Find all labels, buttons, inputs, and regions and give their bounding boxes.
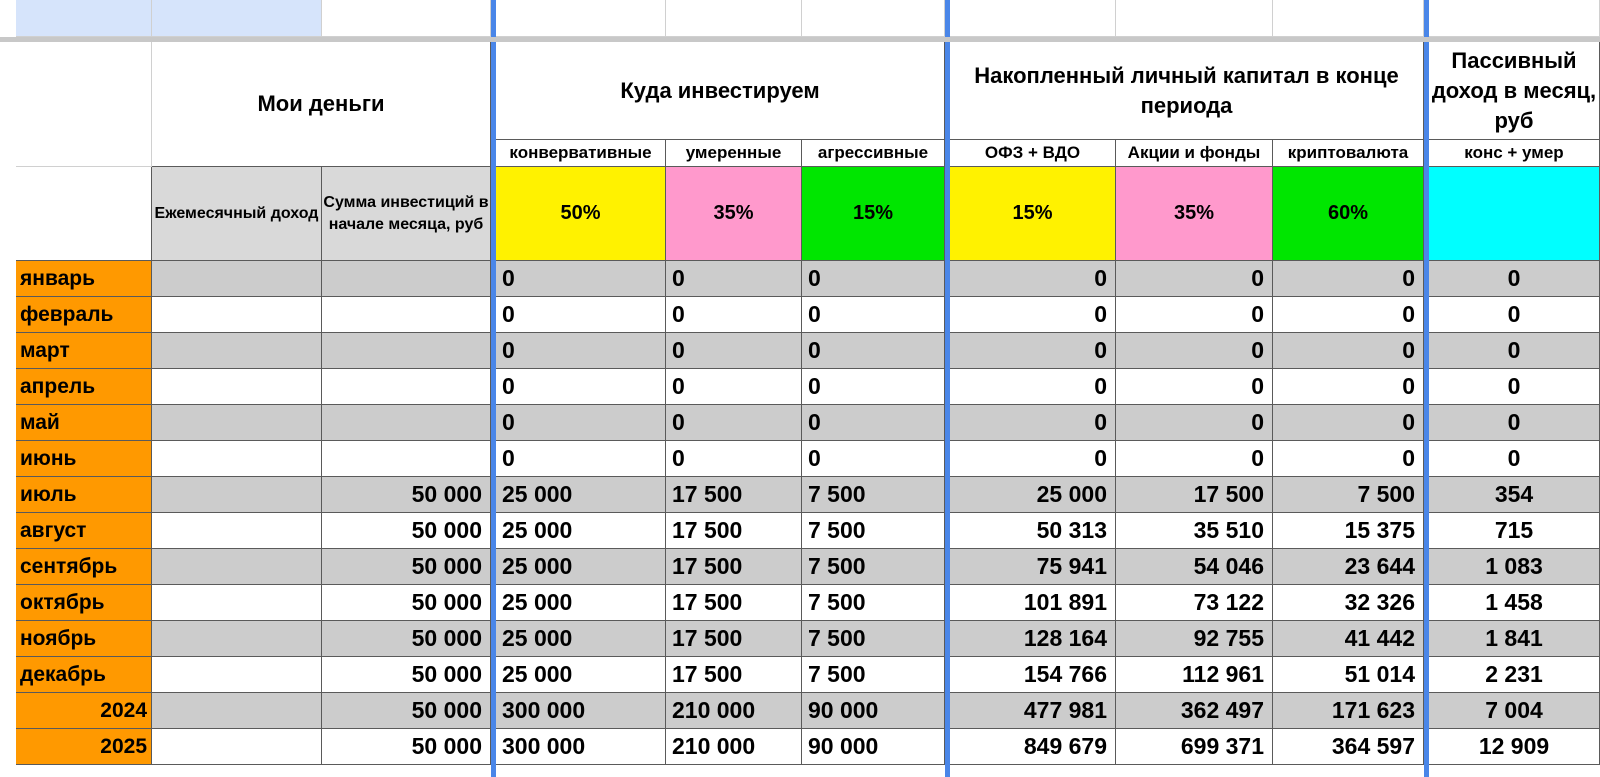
cell-conservative[interactable]: 0 (496, 261, 666, 297)
cell-moderate[interactable]: 17 500 (666, 477, 802, 513)
cell-passive[interactable]: 0 (1429, 405, 1600, 441)
frozen-top-strip (0, 0, 1600, 37)
cell-investment-sum[interactable] (322, 297, 491, 333)
header-passive-income[interactable]: Пассивный доход в месяц, руб (1429, 42, 1600, 140)
cell-monthly-income[interactable] (152, 441, 322, 477)
cell-stocks[interactable]: 0 (1116, 261, 1273, 297)
cell-monthly-income[interactable] (152, 657, 322, 693)
column-separator (945, 42, 950, 777)
column-separator (945, 0, 950, 37)
cell-ofz[interactable]: 101 891 (950, 585, 1116, 621)
cell-conservative[interactable]: 0 (496, 369, 666, 405)
row-label[interactable]: июнь (16, 441, 152, 477)
spreadsheet-grid (0, 42, 1600, 777)
cell-moderate[interactable]: 17 500 (666, 585, 802, 621)
cell-moderate[interactable]: 210 000 (666, 693, 802, 729)
top-cell[interactable] (1273, 0, 1424, 37)
cell-aggressive[interactable]: 0 (802, 405, 945, 441)
cell-passive[interactable]: 2 231 (1429, 657, 1600, 693)
cell-passive[interactable]: 715 (1429, 513, 1600, 549)
cell-aggressive[interactable]: 0 (802, 441, 945, 477)
cell-stocks[interactable]: 112 961 (1116, 657, 1273, 693)
top-cell[interactable] (802, 0, 945, 37)
cell-stocks[interactable]: 73 122 (1116, 585, 1273, 621)
row-label[interactable]: февраль (16, 297, 152, 333)
cell-stocks[interactable]: 54 046 (1116, 549, 1273, 585)
cell-stocks[interactable]: 17 500 (1116, 477, 1273, 513)
cell-conservative[interactable]: 0 (496, 405, 666, 441)
cell-monthly-income[interactable] (152, 621, 322, 657)
cell-passive[interactable]: 0 (1429, 261, 1600, 297)
cell-conservative[interactable]: 25 000 (496, 585, 666, 621)
cell-ofz[interactable]: 75 941 (950, 549, 1116, 585)
cell-conservative[interactable]: 0 (496, 333, 666, 369)
cell-aggressive[interactable]: 7 500 (802, 657, 945, 693)
column-separator (1424, 0, 1429, 37)
cell-crypto[interactable]: 15 375 (1273, 513, 1424, 549)
cell-passive[interactable]: 0 (1429, 297, 1600, 333)
cell-monthly-income[interactable] (152, 297, 322, 333)
label-investment-sum[interactable]: Сумма инвестиций в начале месяца, руб (322, 167, 491, 261)
cell-passive[interactable]: 12 909 (1429, 729, 1600, 765)
row-label[interactable]: декабрь (16, 657, 152, 693)
column-separator (491, 0, 496, 37)
subheader-conservative[interactable]: конвервативные (496, 140, 666, 167)
column-separator (1424, 42, 1429, 777)
corner-cell[interactable] (16, 42, 152, 167)
percent-conservative[interactable]: 50% (496, 167, 666, 261)
cell-crypto[interactable]: 7 500 (1273, 477, 1424, 513)
cell-monthly-income[interactable] (152, 693, 322, 729)
cell-passive[interactable]: 1 083 (1429, 549, 1600, 585)
top-cell[interactable] (1116, 0, 1273, 37)
cell-stocks[interactable]: 0 (1116, 441, 1273, 477)
cell-ofz[interactable]: 25 000 (950, 477, 1116, 513)
subheader-moderate[interactable]: умеренные (666, 140, 802, 167)
cell-aggressive[interactable]: 7 500 (802, 477, 945, 513)
top-cell[interactable] (16, 0, 152, 37)
cell-moderate[interactable]: 17 500 (666, 621, 802, 657)
cell-investment-sum[interactable] (322, 333, 491, 369)
cell-stocks[interactable]: 92 755 (1116, 621, 1273, 657)
row-label[interactable]: июль (16, 477, 152, 513)
percent-crypto[interactable]: 60% (1273, 167, 1424, 261)
row-label[interactable]: март (16, 333, 152, 369)
cell-monthly-income[interactable] (152, 729, 322, 765)
cell-conservative[interactable]: 25 000 (496, 513, 666, 549)
cell-monthly-income[interactable] (152, 477, 322, 513)
cell-monthly-income[interactable] (152, 549, 322, 585)
cell-investment-sum[interactable]: 50 000 (322, 693, 491, 729)
cell-stocks[interactable]: 0 (1116, 333, 1273, 369)
empty-label-cell[interactable] (16, 167, 152, 261)
cell-investment-sum[interactable] (322, 405, 491, 441)
top-cell[interactable] (666, 0, 802, 37)
cell-investment-sum[interactable]: 50 000 (322, 621, 491, 657)
cell-stocks[interactable]: 0 (1116, 405, 1273, 441)
row-label[interactable]: сентябрь (16, 549, 152, 585)
cell-investment-sum[interactable] (322, 441, 491, 477)
cell-moderate[interactable]: 0 (666, 297, 802, 333)
cell-crypto[interactable]: 23 644 (1273, 549, 1424, 585)
cell-passive[interactable]: 1 841 (1429, 621, 1600, 657)
cell-ofz[interactable]: 0 (950, 441, 1116, 477)
cell-crypto[interactable]: 0 (1273, 297, 1424, 333)
cell-ofz[interactable]: 50 313 (950, 513, 1116, 549)
top-cell[interactable] (950, 0, 1116, 37)
cell-conservative[interactable]: 25 000 (496, 549, 666, 585)
cell-crypto[interactable]: 32 326 (1273, 585, 1424, 621)
percent-ofz[interactable]: 15% (950, 167, 1116, 261)
cell-monthly-income[interactable] (152, 513, 322, 549)
cell-investment-sum[interactable]: 50 000 (322, 657, 491, 693)
cell-investment-sum[interactable]: 50 000 (322, 585, 491, 621)
top-cell[interactable] (1429, 0, 1600, 37)
cell-stocks[interactable]: 699 371 (1116, 729, 1273, 765)
cell-investment-sum[interactable] (322, 261, 491, 297)
label-monthly-income[interactable]: Ежемесячный доход (152, 167, 322, 261)
cell-aggressive[interactable]: 0 (802, 261, 945, 297)
header-where-invest[interactable]: Куда инвестируем (496, 42, 945, 140)
cell-passive[interactable]: 0 (1429, 333, 1600, 369)
cell-ofz[interactable]: 0 (950, 297, 1116, 333)
row-label[interactable]: октябрь (16, 585, 152, 621)
row-label[interactable]: 2024 (16, 693, 152, 729)
row-label[interactable]: январь (16, 261, 152, 297)
cell-ofz[interactable]: 0 (950, 333, 1116, 369)
cell-moderate[interactable]: 0 (666, 369, 802, 405)
cell-passive[interactable]: 7 004 (1429, 693, 1600, 729)
cell-crypto[interactable]: 41 442 (1273, 621, 1424, 657)
cell-aggressive[interactable]: 7 500 (802, 513, 945, 549)
cell-investment-sum[interactable]: 50 000 (322, 729, 491, 765)
cell-conservative[interactable]: 0 (496, 441, 666, 477)
subheader-aggressive[interactable]: агрессивные (802, 140, 945, 167)
cell-ofz[interactable]: 128 164 (950, 621, 1116, 657)
cell-aggressive[interactable]: 7 500 (802, 585, 945, 621)
cell-moderate[interactable]: 17 500 (666, 513, 802, 549)
cell-conservative[interactable]: 0 (496, 297, 666, 333)
cell-monthly-income[interactable] (152, 261, 322, 297)
cell-crypto[interactable]: 0 (1273, 441, 1424, 477)
cell-moderate[interactable]: 0 (666, 441, 802, 477)
cell-aggressive[interactable]: 0 (802, 297, 945, 333)
row-label[interactable]: май (16, 405, 152, 441)
cell-stocks[interactable]: 0 (1116, 297, 1273, 333)
percent-cons-mod[interactable] (1429, 167, 1600, 261)
cell-ofz[interactable]: 0 (950, 405, 1116, 441)
row-label[interactable]: август (16, 513, 152, 549)
cell-stocks[interactable]: 35 510 (1116, 513, 1273, 549)
cell-crypto[interactable]: 171 623 (1273, 693, 1424, 729)
cell-passive[interactable]: 0 (1429, 369, 1600, 405)
subheader-ofz[interactable]: ОФЗ + ВДО (950, 140, 1116, 167)
cell-aggressive[interactable]: 0 (802, 333, 945, 369)
cell-moderate[interactable]: 210 000 (666, 729, 802, 765)
cell-monthly-income[interactable] (152, 333, 322, 369)
row-label[interactable]: ноябрь (16, 621, 152, 657)
cell-moderate[interactable]: 0 (666, 405, 802, 441)
cell-conservative[interactable]: 25 000 (496, 477, 666, 513)
header-accumulated[interactable]: Накопленный личный капитал в конце периода (950, 42, 1424, 140)
cell-conservative[interactable]: 25 000 (496, 621, 666, 657)
cell-investment-sum[interactable] (322, 369, 491, 405)
top-cell[interactable] (152, 0, 322, 37)
column-separator (491, 42, 496, 777)
cell-moderate[interactable]: 17 500 (666, 657, 802, 693)
top-cell[interactable] (322, 0, 491, 37)
cell-investment-sum[interactable]: 50 000 (322, 477, 491, 513)
cell-stocks[interactable]: 362 497 (1116, 693, 1273, 729)
cell-passive[interactable]: 1 458 (1429, 585, 1600, 621)
cell-moderate[interactable]: 0 (666, 333, 802, 369)
cell-stocks[interactable]: 0 (1116, 369, 1273, 405)
cell-aggressive[interactable]: 90 000 (802, 693, 945, 729)
cell-crypto[interactable]: 0 (1273, 333, 1424, 369)
cell-aggressive[interactable]: 7 500 (802, 549, 945, 585)
cell-aggressive[interactable]: 0 (802, 369, 945, 405)
percent-aggressive[interactable]: 15% (802, 167, 945, 261)
cell-ofz[interactable]: 849 679 (950, 729, 1116, 765)
cell-passive[interactable]: 354 (1429, 477, 1600, 513)
cell-passive[interactable]: 0 (1429, 441, 1600, 477)
cell-crypto[interactable]: 0 (1273, 405, 1424, 441)
percent-moderate[interactable]: 35% (666, 167, 802, 261)
cell-monthly-income[interactable] (152, 405, 322, 441)
cell-crypto[interactable]: 51 014 (1273, 657, 1424, 693)
row-label[interactable]: 2025 (16, 729, 152, 765)
cell-investment-sum[interactable]: 50 000 (322, 513, 491, 549)
cell-monthly-income[interactable] (152, 585, 322, 621)
row-label[interactable]: апрель (16, 369, 152, 405)
cell-aggressive[interactable]: 90 000 (802, 729, 945, 765)
cell-ofz[interactable]: 0 (950, 369, 1116, 405)
subheader-cons-mod[interactable]: конс + умер (1429, 140, 1600, 167)
cell-crypto[interactable]: 364 597 (1273, 729, 1424, 765)
cell-crypto[interactable]: 0 (1273, 369, 1424, 405)
cell-ofz[interactable]: 154 766 (950, 657, 1116, 693)
top-cell[interactable] (496, 0, 666, 37)
cell-ofz[interactable]: 477 981 (950, 693, 1116, 729)
cell-conservative[interactable]: 300 000 (496, 693, 666, 729)
cell-moderate[interactable]: 17 500 (666, 549, 802, 585)
cell-moderate[interactable]: 0 (666, 261, 802, 297)
cell-conservative[interactable]: 25 000 (496, 657, 666, 693)
cell-crypto[interactable]: 0 (1273, 261, 1424, 297)
cell-investment-sum[interactable]: 50 000 (322, 549, 491, 585)
subheader-stocks[interactable]: Акции и фонды (1116, 140, 1273, 167)
header-my-money[interactable]: Мои деньги (152, 42, 491, 167)
percent-stocks[interactable]: 35% (1116, 167, 1273, 261)
subheader-crypto[interactable]: криптовалюта (1273, 140, 1424, 167)
cell-conservative[interactable]: 300 000 (496, 729, 666, 765)
cell-aggressive[interactable]: 7 500 (802, 621, 945, 657)
cell-ofz[interactable]: 0 (950, 261, 1116, 297)
cell-monthly-income[interactable] (152, 369, 322, 405)
